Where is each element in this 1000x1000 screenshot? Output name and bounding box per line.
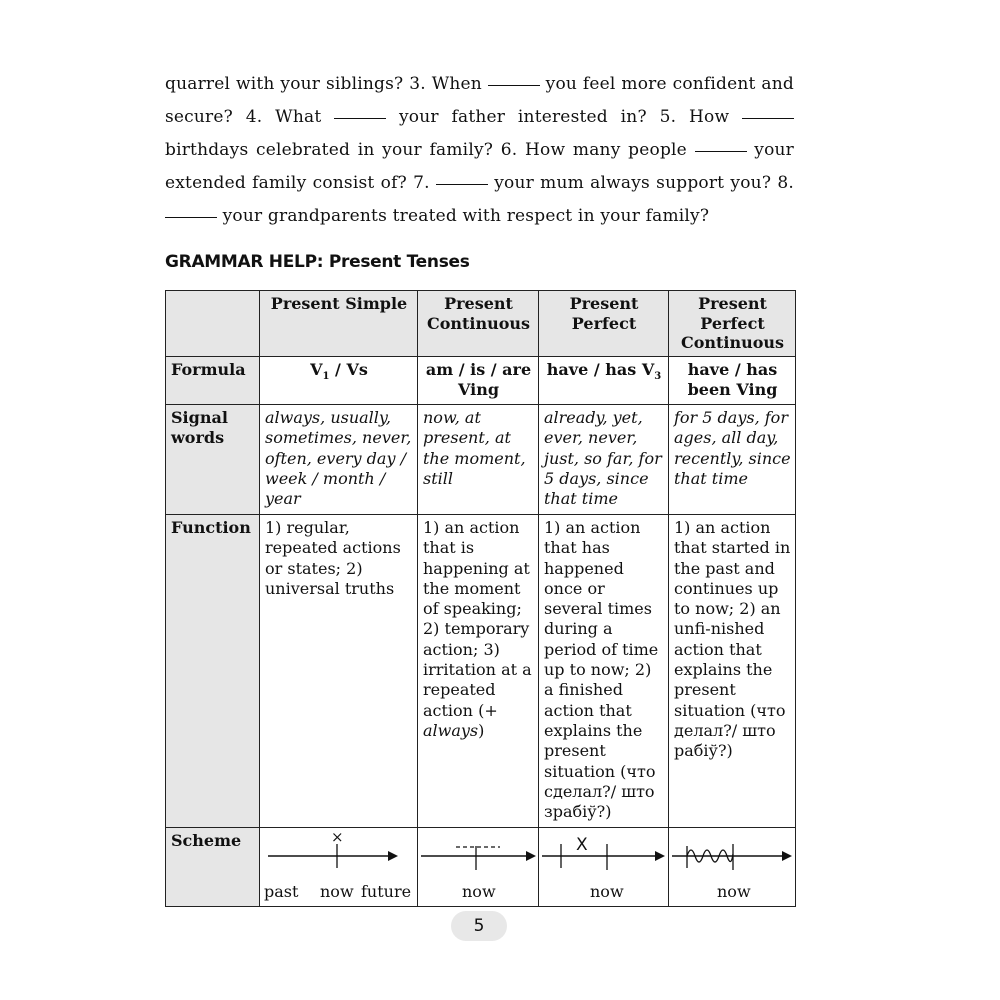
row-label-function: Function (166, 515, 260, 828)
function-italic-word: always (423, 720, 479, 740)
past-label: past (264, 881, 299, 901)
answer-blank (695, 151, 747, 152)
paragraph-text-3: your father interested in? 5. How (399, 107, 730, 127)
paragraph-text-7: your grandparents treated with respect in your family? (222, 206, 710, 226)
formula-row (166, 357, 796, 405)
section-heading: GRAMMAR HELP: Present Tenses (165, 252, 470, 272)
function-present-continuous (418, 515, 539, 828)
function-present-perfect: 1) an action that has happened once or several times during a period of time up to now; 2) a finished action that explains the present situation (что сделал?/ што зрабіў?) (539, 515, 669, 828)
formula-present-simple (260, 357, 418, 405)
formula-v: V (310, 360, 323, 379)
row-label-signal-words: Signal words (166, 405, 260, 515)
answer-blank (488, 85, 540, 86)
signal-present-perfect-continuous: for 5 days, for ages, all day, recently, since that time (669, 405, 796, 515)
tenses-table (165, 290, 796, 907)
function-text: 1) an action that is happening at the moment of speaking; 2) temporary action; 3) irritation at a repeated action (+ (423, 518, 532, 720)
signal-present-simple: always, usually, sometimes, never, often, every day / week / month / year (260, 405, 418, 515)
now-label: now (717, 881, 751, 901)
function-row (166, 515, 796, 828)
header-present-continuous: Present Continuous (418, 291, 539, 357)
event-mark: × (331, 828, 344, 846)
paragraph-text-6: your mum always support you? 8. (494, 173, 794, 193)
scheme-present-perfect (539, 828, 669, 907)
scheme-present-perfect-continuous (669, 828, 796, 907)
corner-cell (166, 291, 260, 357)
formula-subscript: 1 (322, 371, 330, 382)
row-label-formula: Formula (166, 357, 260, 405)
paragraph-text-1: quarrel with your siblings? 3. When (165, 74, 482, 94)
answer-blank (334, 118, 386, 119)
answer-blank (436, 184, 488, 185)
formula-present-perfect-continuous: have / has been Ving (669, 357, 796, 405)
paragraph-text-5: your extended family consist of? 7. (165, 140, 794, 193)
header-present-perfect-continuous: Present Perfect Continuous (669, 291, 796, 357)
function-closing-paren: ) (478, 720, 485, 740)
signal-present-continuous: now, at present, at the moment, still (418, 405, 539, 515)
scheme-row (166, 828, 796, 907)
scheme-present-simple (260, 828, 418, 907)
future-label: future (361, 881, 412, 901)
formula-present-perfect (539, 357, 669, 405)
formula-rest: / Vs (329, 360, 368, 379)
signal-present-perfect: already, yet, ever, never, just, so far, for 5 days, since that time (539, 405, 669, 515)
answer-blank (742, 118, 794, 119)
page-number: 5 (451, 911, 507, 941)
scheme-present-continuous (418, 828, 539, 907)
formula-present-continuous: am / is / are Ving (418, 357, 539, 405)
answer-blank (165, 217, 217, 218)
function-present-simple: 1) regular, repeated actions or states; 2) universal truths (260, 515, 418, 828)
formula-main: have / has V (546, 360, 655, 379)
header-row (166, 291, 796, 357)
paragraph-text-4: birthdays celebrated in your family? 6. How many people (165, 140, 687, 160)
formula-subscript: 3 (654, 371, 662, 382)
signal-row (166, 405, 796, 515)
now-label: now (320, 881, 354, 901)
row-label-scheme: Scheme (166, 828, 260, 907)
header-present-simple: Present Simple (260, 291, 418, 357)
function-present-perfect-continuous: 1) an action that started in the past and continues up to now; 2) an unfi-nished action that explains the present situation (что делал?/ што рабіў?) (669, 515, 796, 828)
paragraph-text-2: you feel more confident and secure? 4. What (165, 74, 794, 127)
header-present-perfect: Present Perfect (539, 291, 669, 357)
exercise-paragraph (165, 68, 794, 233)
now-label: now (462, 881, 496, 901)
now-label: now (590, 881, 624, 901)
event-mark: X (576, 835, 588, 855)
